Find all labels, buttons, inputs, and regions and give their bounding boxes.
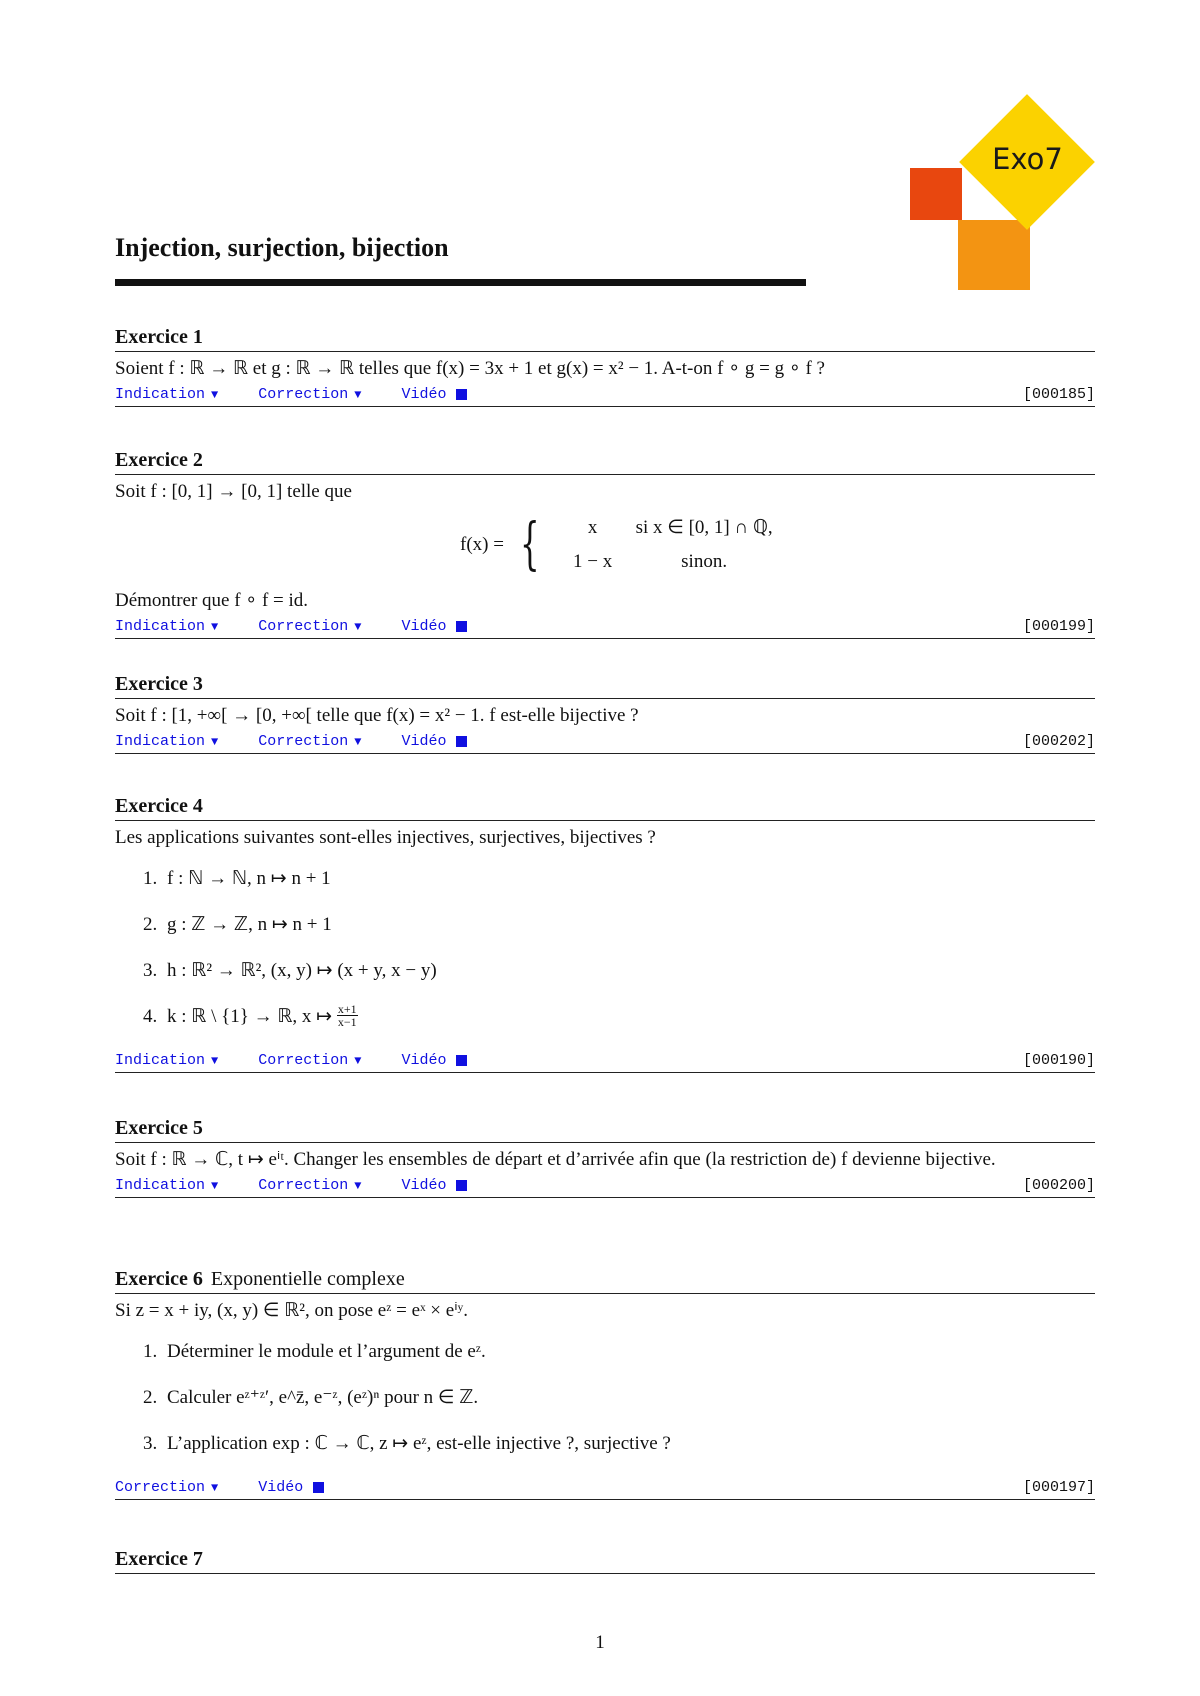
triangle-down-icon: ▼ (211, 1178, 219, 1193)
exercise-statement: Soit f : [1, +∞[ → [0, +∞[ telle que f(x) = x² − 1. f est-elle bijective ? (115, 705, 639, 726)
square-icon (456, 389, 467, 400)
exercise-code: [000190] (1022, 1052, 1095, 1069)
indication-link[interactable]: Indication ▼ (115, 1052, 219, 1069)
exercise-5 (115, 1117, 1095, 1198)
square-icon (313, 1482, 324, 1493)
exercise-2 (115, 449, 1095, 639)
item-list (115, 1335, 1095, 1458)
list-item: 1. Déterminer le module et l’argument de eᶻ. (143, 1341, 486, 1362)
exercise-intro: Si z = x + iy, (x, y) ∈ ℝ², on pose eᶻ = eˣ × eⁱʸ. (115, 1300, 468, 1321)
exercise-code: [000185] (1022, 386, 1095, 403)
exercise-heading: Exercice 6 Exponentielle complexe (115, 1268, 1095, 1294)
case-lhs: f(x) = (460, 534, 504, 555)
case2-expr: 1 − x (572, 551, 613, 572)
correction-link[interactable]: Correction ▼ (258, 386, 362, 403)
video-link[interactable]: Vidéo (401, 733, 467, 750)
exercise-links (115, 615, 1095, 639)
exercise-code: [000199] (1022, 618, 1095, 635)
triangle-down-icon: ▼ (211, 734, 219, 749)
logo-orange-square (958, 220, 1030, 290)
correction-link[interactable]: Correction ▼ (258, 733, 362, 750)
triangle-down-icon: ▼ (211, 619, 219, 634)
exercise-links (115, 1476, 1095, 1500)
list-item: 3. h : ℝ² → ℝ², (x, y) ↦ (x + y, x − y) (143, 960, 437, 981)
exercise-6 (115, 1268, 1095, 1500)
exercise-4 (115, 795, 1095, 1073)
exercise-intro: Soit f : [0, 1] → [0, 1] telle que (115, 481, 352, 502)
triangle-down-icon: ▼ (354, 734, 362, 749)
exercise-subtitle: Exponentielle complexe (210, 1268, 405, 1290)
triangle-down-icon: ▼ (211, 387, 219, 402)
video-link[interactable]: Vidéo (401, 1052, 467, 1069)
indication-link[interactable]: Indication ▼ (115, 618, 219, 635)
piecewise-definition (115, 512, 1095, 578)
list-item: 1. f : ℕ → ℕ, n ↦ n + 1 (143, 868, 331, 889)
left-brace: { (519, 512, 540, 577)
logo-red-square (910, 168, 962, 220)
exercise-3 (115, 673, 1095, 754)
triangle-down-icon: ▼ (211, 1480, 219, 1495)
square-icon (456, 1180, 467, 1191)
exercise-statement: Soit f : ℝ → ℂ, t ↦ eⁱᵗ. Changer les ensembles de départ et d’arrivée afin que (la restriction de) f devienne bijective. (115, 1149, 996, 1170)
exercise-code: [000200] (1022, 1177, 1095, 1194)
square-icon (456, 621, 467, 632)
square-icon (456, 1055, 467, 1066)
video-link[interactable]: Vidéo (401, 386, 467, 403)
case1-cond: si x ∈ [0, 1] ∩ ℚ, (635, 517, 773, 538)
fraction: $\frac{x+1}{x-1}$ (337, 1002, 357, 1029)
exercise-heading: Exercice 1 (115, 326, 1095, 352)
correction-link[interactable]: Correction ▼ (258, 1052, 362, 1069)
exercise-7 (115, 1548, 1095, 1574)
case1-expr: x (587, 517, 598, 538)
triangle-down-icon: ▼ (211, 1053, 219, 1068)
exercise-code: [000197] (1022, 1479, 1095, 1496)
title-rule (115, 279, 806, 286)
video-link[interactable]: Vidéo (401, 618, 467, 635)
indication-link[interactable]: Indication ▼ (115, 1177, 219, 1194)
video-link[interactable]: Vidéo (258, 1479, 324, 1496)
exercise-links (115, 1174, 1095, 1198)
correction-link[interactable]: Correction ▼ (258, 1177, 362, 1194)
exercise-heading: Exercice 3 (115, 673, 1095, 699)
exercise-statement: Soient f : ℝ → ℝ et g : ℝ → ℝ telles que f(x) = 3x + 1 et g(x) = x² − 1. A-t-on f ∘ g = g ∘ f ? (115, 358, 825, 379)
exercise-heading: Exercice 2 (115, 449, 1095, 475)
exercise-question: Démontrer que f ∘ f = id. (115, 590, 309, 611)
indication-link[interactable]: Indication ▼ (115, 733, 219, 750)
list-item: 3. L’application exp : ℂ → ℂ, z ↦ eᶻ, est-elle injective ?, surjective ? (143, 1433, 671, 1454)
exercise-links (115, 1049, 1095, 1073)
triangle-down-icon: ▼ (354, 1178, 362, 1193)
exercise-links (115, 383, 1095, 407)
case2-cond: sinon. (681, 551, 728, 572)
exercise-links (115, 730, 1095, 754)
triangle-down-icon: ▼ (354, 619, 362, 634)
list-item: 2. Calculer eᶻ⁺ᶻ′, e^z̄, e⁻ᶻ, (eᶻ)ⁿ pour n ∈ ℤ. (143, 1387, 479, 1408)
triangle-down-icon: ▼ (354, 387, 362, 402)
page-title: Injection, surjection, bijection (115, 233, 449, 262)
correction-link[interactable]: Correction ▼ (115, 1479, 219, 1496)
exercise-intro: Les applications suivantes sont-elles injectives, surjectives, bijectives ? (115, 827, 656, 848)
exercise-heading: Exercice 4 (115, 795, 1095, 821)
exercise-1 (115, 326, 1095, 407)
list-item: 4. k : ℝ \ {1} → ℝ, x ↦ $\frac{x+1}{x-1}$ (143, 1002, 357, 1029)
exercise-heading: Exercice 7 (115, 1548, 1095, 1574)
indication-link[interactable]: Indication ▼ (115, 386, 219, 403)
exercise-heading: Exercice 5 (115, 1117, 1095, 1143)
video-link[interactable]: Vidéo (401, 1177, 467, 1194)
item-list (115, 862, 1095, 1031)
logo-text: Exo7 (992, 142, 1063, 176)
list-item: 2. g : ℤ → ℤ, n ↦ n + 1 (143, 914, 332, 935)
square-icon (456, 736, 467, 747)
correction-link[interactable]: Correction ▼ (258, 618, 362, 635)
page-number: 1 (595, 1632, 605, 1653)
exercise-code: [000202] (1022, 733, 1095, 750)
triangle-down-icon: ▼ (354, 1053, 362, 1068)
